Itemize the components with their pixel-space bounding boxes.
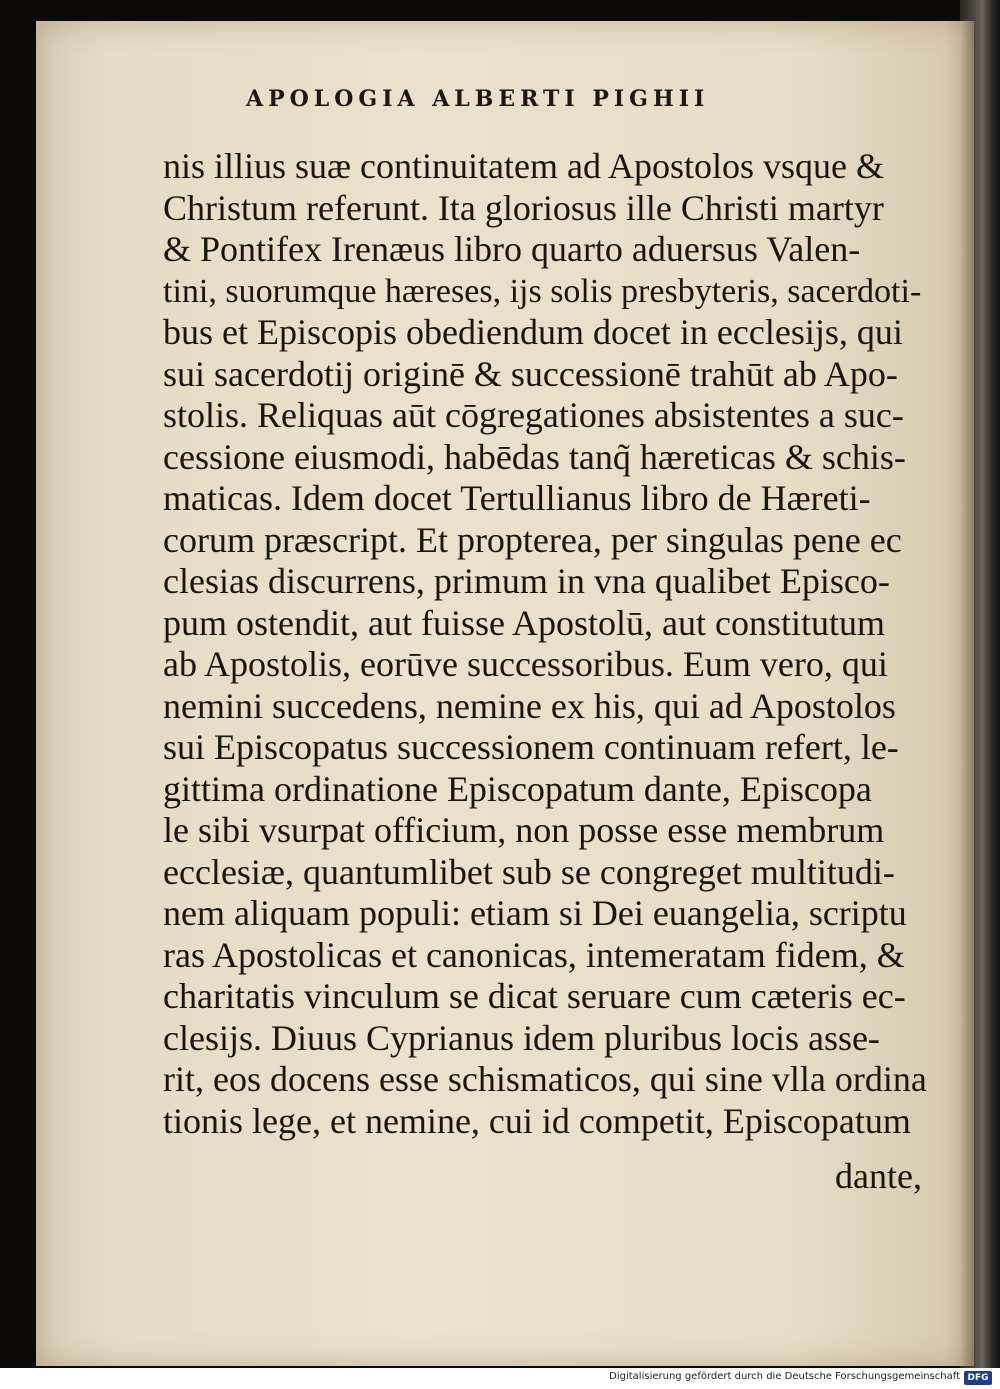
text-line: gittima ordinatione Episcopatum dante, Episcopa (163, 768, 872, 809)
text-line: pum ostendit, aut fuisse Apostolū, aut constitutum (163, 602, 885, 643)
text-line: maticas. Idem docet Tertullianus libro de Hæreti- (163, 478, 871, 518)
text-line: sui Episcopatus successionem continuam refert, le- (163, 727, 899, 767)
text-line: nemini succedens, nemine ex his, qui ad Apostolos (163, 685, 896, 726)
text-line: ab Apostolis, eorūve successoribus. Eum vero, qui (163, 644, 888, 684)
text-line: charitatis vinculum se dicat seruare cum cæteris ec- (163, 976, 906, 1016)
text-line: rit, eos docens esse schismaticos, qui sine vlla ordina (163, 1059, 927, 1099)
page-edge-shadow (960, 21, 974, 1366)
text-line: tini, suorumque hæreses, ijs solis presbyteris, sacerdoti- (163, 272, 922, 310)
footer-bar (0, 1368, 1000, 1389)
text-line: ras Apostolicas et canonicas, intemeratam fidem, & (163, 934, 905, 975)
text-line: stolis. Reliquas aūt cōgregationes absistentes a suc- (163, 395, 904, 435)
body-text (163, 146, 928, 1142)
text-line: tionis lege, et nemine, cui id competit, Episcopatum (163, 1100, 911, 1141)
dfg-logo: DFG (964, 1371, 992, 1385)
text-line: & Pontifex Irenæus libro quarto aduersus Valen- (163, 229, 861, 269)
text-line: clesijs. Diuus Cyprianus idem pluribus locis asse- (163, 1017, 880, 1058)
text-line: cessione eiusmodi, habēdas tanq̃ hæreticas & schis- (163, 436, 906, 477)
text-line: ecclesiæ, quantumlibet sub se congreget multitudi- (163, 851, 895, 892)
running-head: APOLOGIA ALBERTI PIGHII (246, 86, 710, 112)
text-line: nem aliquam populi: etiam si Dei euangelia, scriptu (163, 893, 907, 933)
text-line: clesias discurrens, primum in vna qualibet Episco- (163, 561, 890, 601)
text-line: le sibi vsurpat officium, non posse esse membrum (163, 810, 885, 850)
funding-credit: Digitalisierung gefördert durch die Deutsche Forschungsgemeinschaft (609, 1371, 960, 1382)
text-line: nis illius suæ continuitatem ad Apostolos vsque & (163, 146, 885, 186)
text-line: corum præscript. Et propterea, per singulas pene ec (163, 519, 902, 560)
text-line: sui sacerdotij originē & successionē trahūt ab Apo- (163, 353, 898, 394)
catchword: dante, (835, 1156, 922, 1196)
text-line: bus et Episcopis obediendum docet in ecclesijs, qui (163, 312, 903, 352)
text-line: Christum referunt. Ita gloriosus ille Christi martyr (163, 187, 884, 228)
